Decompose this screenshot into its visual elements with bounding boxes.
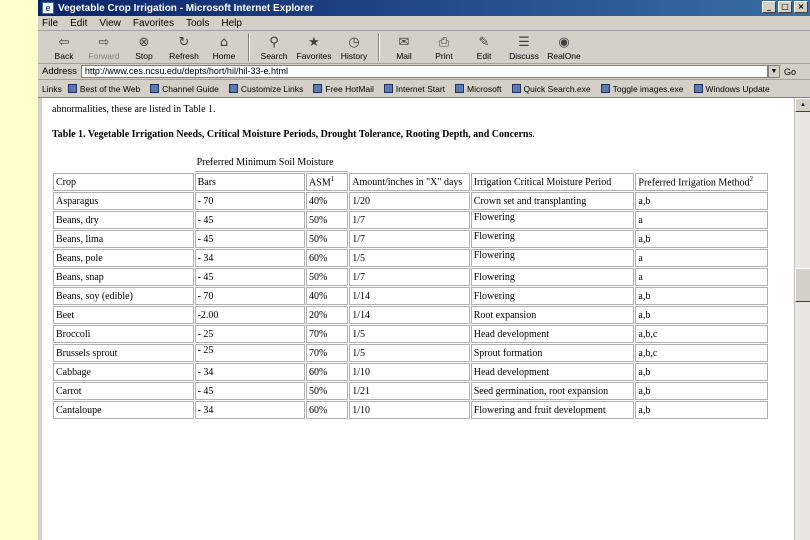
- close-button[interactable]: ×: [794, 1, 808, 13]
- table-row: [53, 363, 768, 381]
- table-row: [53, 249, 768, 267]
- page-icon: [512, 84, 521, 93]
- cell-asm: 50%: [306, 382, 348, 400]
- cell-bars: - 45: [195, 382, 305, 400]
- table-row: [53, 192, 768, 210]
- history-button[interactable]: ◷ History: [340, 35, 368, 61]
- cell-crop: Brussels sprout: [53, 344, 194, 362]
- stop-icon: ⊗: [138, 35, 150, 50]
- menu-favorites[interactable]: Favorites: [132, 17, 174, 29]
- cell-critical: Flowering: [471, 230, 635, 248]
- cell-asm: 20%: [306, 306, 348, 324]
- forward-button[interactable]: ⇨ Forward: [88, 35, 120, 61]
- scroll-thumb[interactable]: [795, 268, 810, 302]
- cell-crop: Beans, dry: [53, 211, 194, 229]
- print-button[interactable]: ⎙ Print: [435, 35, 453, 61]
- address-dropdown-icon[interactable]: ▼: [768, 65, 780, 78]
- cell-amount: 1/7: [349, 230, 470, 248]
- cell-method: a,b: [635, 382, 768, 400]
- group-header-soil-moisture: Preferred Minimum Soil Moisture: [195, 154, 349, 172]
- page-icon: [694, 84, 703, 93]
- header-critical-period: Irrigation Critical Moisture Period: [471, 173, 635, 191]
- edit-icon: ✎: [478, 35, 490, 50]
- cell-amount: 1/10: [349, 401, 470, 419]
- address-url: http://www.ces.ncsu.edu/depts/hort/hil/hil-33-e.html: [84, 66, 288, 76]
- cell-crop: Beans, pole: [53, 249, 194, 267]
- link-windows-update[interactable]: Windows Update: [694, 84, 770, 94]
- menu-edit[interactable]: Edit: [70, 17, 88, 29]
- cell-crop: Cabbage: [53, 363, 194, 381]
- home-button[interactable]: ⌂ Home: [212, 35, 236, 61]
- cell-amount: 1/14: [349, 287, 470, 305]
- table-row: [53, 325, 768, 343]
- back-arrow-icon: ⇦: [58, 35, 70, 50]
- history-icon: ◷: [348, 35, 360, 50]
- edit-button[interactable]: ✎ Edit: [476, 35, 492, 61]
- browser-window: [38, 0, 810, 540]
- standard-toolbar: [38, 31, 810, 64]
- table-row: [53, 306, 768, 324]
- cell-method: a,b: [635, 363, 768, 381]
- cell-amount: 1/10: [349, 363, 470, 381]
- cell-asm: 70%: [306, 344, 348, 362]
- header-method: Preferred Irrigation Method$^2$: [635, 173, 768, 191]
- cell-crop: Beans, lima: [53, 230, 194, 248]
- cell-asm: 40%: [306, 287, 348, 305]
- search-button[interactable]: ⚲ Search: [260, 35, 288, 61]
- link-free-hotmail[interactable]: Free HotMail: [313, 84, 374, 94]
- go-button[interactable]: Go: [784, 66, 797, 77]
- header-crop: Crop: [53, 173, 194, 191]
- cell-crop: Cantaloupe: [53, 401, 194, 419]
- discuss-button[interactable]: ☰ Discuss: [509, 35, 539, 61]
- cell-bars: - 45: [195, 230, 305, 248]
- cell-method: a,b: [635, 401, 768, 419]
- link-customize-links[interactable]: Customize Links: [229, 84, 303, 94]
- table-row: [53, 344, 768, 362]
- favorites-button[interactable]: ★ Favorites: [296, 35, 332, 61]
- cell-method: a,b: [635, 192, 768, 210]
- link-internet-start[interactable]: Internet Start: [384, 84, 445, 94]
- refresh-icon: ↻: [178, 35, 190, 50]
- cell-amount: 1/5: [349, 344, 470, 362]
- cell-critical: Flowering: [471, 268, 635, 286]
- refresh-button[interactable]: ↻ Refresh: [169, 35, 199, 61]
- cell-critical: Head development: [471, 363, 635, 381]
- cell-crop: Beans, snap: [53, 268, 194, 286]
- realone-icon: ◉: [558, 35, 570, 50]
- table-row: [53, 401, 768, 419]
- address-input[interactable]: [81, 65, 768, 78]
- stop-button[interactable]: ⊗ Stop: [135, 35, 153, 61]
- cell-bars: - 34: [195, 363, 305, 381]
- cell-amount: 1/14: [349, 306, 470, 324]
- cell-amount: 1/21: [349, 382, 470, 400]
- minimize-button[interactable]: _: [762, 1, 776, 13]
- cell-crop: Beans, soy (edible): [53, 287, 194, 305]
- toolbar-separator: [378, 33, 380, 61]
- home-icon: ⌂: [219, 35, 229, 50]
- cell-asm: 60%: [306, 363, 348, 381]
- table-row: [53, 268, 768, 286]
- page-icon: [455, 84, 464, 93]
- cell-method: a,b,c: [635, 344, 768, 362]
- mail-button[interactable]: ✉ Mail: [396, 35, 412, 61]
- menu-tools[interactable]: Tools: [185, 17, 210, 29]
- cell-crop: Beet: [53, 306, 194, 324]
- links-bar: [38, 80, 810, 98]
- cell-bars: - 70: [195, 192, 305, 210]
- cell-method: a: [635, 249, 768, 267]
- cell-method: a: [635, 211, 768, 229]
- page-icon: [150, 84, 159, 93]
- cell-bars: - 34: [195, 401, 305, 419]
- cell-bars: - 25: [195, 344, 305, 362]
- menu-view[interactable]: View: [99, 17, 121, 29]
- cell-asm: 70%: [306, 325, 348, 343]
- page-icon: [229, 84, 238, 93]
- cell-bars: - 34: [195, 249, 305, 267]
- cell-critical: Flowering and fruit development: [471, 401, 635, 419]
- cell-asm: 40%: [306, 192, 348, 210]
- header-bars: Bars: [195, 173, 305, 191]
- title-bar: [38, 0, 810, 16]
- header-asm: ASM$^1$: [306, 173, 348, 191]
- page-icon: [313, 84, 322, 93]
- address-bar: [38, 64, 810, 80]
- header-amount: Amount/inches in "X" days: [349, 173, 470, 191]
- cell-method: a,b: [635, 230, 768, 248]
- cell-bars: - 70: [195, 287, 305, 305]
- link-best-of-web[interactable]: Best of the Web: [68, 84, 140, 94]
- table-group-header-row: [53, 154, 768, 172]
- cell-bars: -2.00: [195, 306, 305, 324]
- address-label: Address: [42, 66, 77, 77]
- menu-help[interactable]: Help: [221, 17, 242, 29]
- cell-critical: Flowering: [471, 249, 635, 267]
- cell-asm: 50%: [306, 268, 348, 286]
- cell-critical: Root expansion: [471, 306, 635, 324]
- irrigation-table: [52, 153, 769, 420]
- cell-asm: 50%: [306, 230, 348, 248]
- table-row: [53, 230, 768, 248]
- cell-asm: 60%: [306, 249, 348, 267]
- cell-method: a,b: [635, 306, 768, 324]
- cell-amount: 1/5: [349, 249, 470, 267]
- table-row: [53, 211, 768, 229]
- page-viewport: [42, 98, 794, 540]
- realone-button[interactable]: ◉ RealOne: [547, 35, 581, 61]
- menu-file[interactable]: File: [42, 17, 59, 29]
- cell-amount: 1/5: [349, 325, 470, 343]
- page-icon: [384, 84, 393, 93]
- back-button[interactable]: ⇦ Back: [54, 35, 74, 61]
- cell-bars: - 45: [195, 268, 305, 286]
- menu-bar: [38, 16, 810, 31]
- favorites-icon: ★: [308, 35, 320, 50]
- ie-logo-icon: e: [42, 2, 54, 14]
- link-channel-guide[interactable]: Channel Guide: [150, 84, 219, 94]
- cell-crop: Carrot: [53, 382, 194, 400]
- scroll-up-icon[interactable]: ▲: [795, 98, 810, 112]
- cell-bars: - 45: [195, 211, 305, 229]
- forward-arrow-icon: ⇨: [98, 35, 110, 50]
- table-caption: Table 1. Vegetable Irrigation Needs, Critical Moisture Periods, Drought Tolerance, Rooting Depth, and Concerns.: [52, 129, 535, 140]
- cell-crop: Asparagus: [53, 192, 194, 210]
- link-microsoft[interactable]: Microsoft: [455, 84, 501, 94]
- cell-amount: 1/7: [349, 268, 470, 286]
- toolbar-separator: [248, 33, 250, 61]
- page-icon: [601, 84, 610, 93]
- cell-critical: Flowering: [471, 211, 635, 229]
- search-icon: ⚲: [269, 35, 279, 50]
- page-content: [42, 104, 794, 420]
- cell-critical: Crown set and transplanting: [471, 192, 635, 210]
- links-label: Links: [42, 83, 62, 94]
- table-row: [53, 382, 768, 400]
- cell-bars: - 25: [195, 325, 305, 343]
- cell-method: a,b,c: [635, 325, 768, 343]
- vertical-scrollbar[interactable]: [794, 98, 810, 540]
- discuss-icon: ☰: [518, 35, 530, 50]
- cell-critical: Sprout formation: [471, 344, 635, 362]
- cell-asm: 50%: [306, 211, 348, 229]
- link-toggle-images[interactable]: Toggle images.exe: [601, 84, 684, 94]
- cell-amount: 1/7: [349, 211, 470, 229]
- link-quick-search[interactable]: Quick Search.exe: [512, 84, 591, 94]
- table-header-row: [53, 173, 768, 191]
- cell-crop: Broccoli: [53, 325, 194, 343]
- intro-text: abnormalities, these are listed in Table 1.: [52, 104, 216, 115]
- cell-asm: 60%: [306, 401, 348, 419]
- cell-critical: Flowering: [471, 287, 635, 305]
- print-icon: ⎙: [438, 35, 450, 50]
- maximize-button[interactable]: □: [778, 1, 792, 13]
- window-title: Vegetable Crop Irrigation - Microsoft Internet Explorer: [58, 2, 314, 14]
- table-row: [53, 287, 768, 305]
- cell-critical: Seed germination, root expansion: [471, 382, 635, 400]
- mail-icon: ✉: [398, 35, 410, 50]
- cell-amount: 1/20: [349, 192, 470, 210]
- cell-critical: Head development: [471, 325, 635, 343]
- cell-method: a: [635, 268, 768, 286]
- page-icon: [68, 84, 77, 93]
- cell-method: a,b: [635, 287, 768, 305]
